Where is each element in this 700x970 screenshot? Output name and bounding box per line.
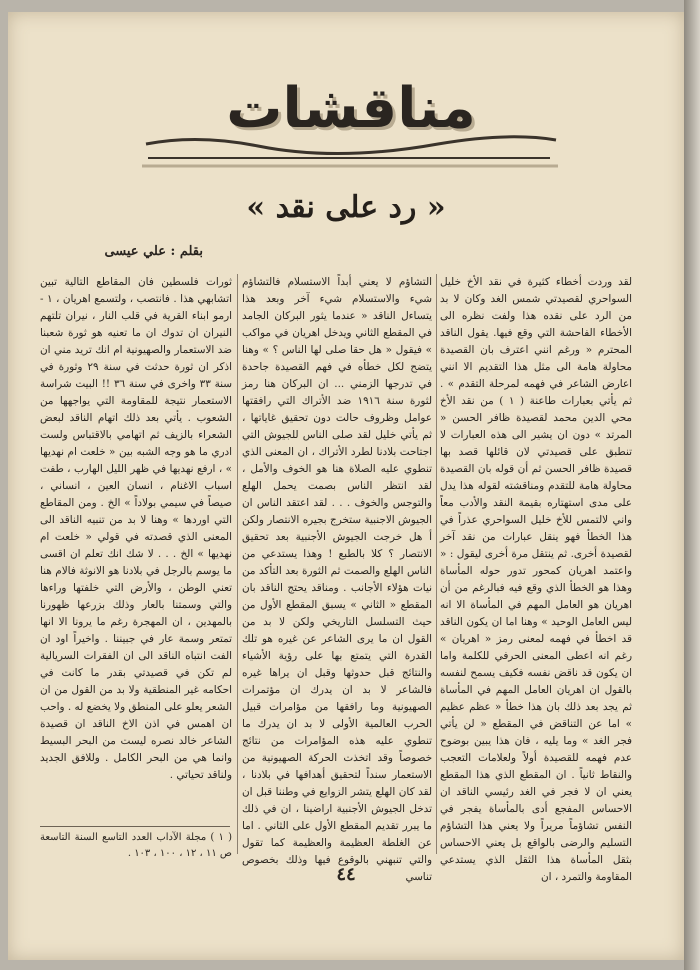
column-text: التشاؤم لا يعني أبداً الاستسلام فالتشاؤم شيء والاستسلام شيء آخر وبعد هذا يتساءل الناقد « عندما يثور البركان الجامد في المقطع الثاني ويدخل اهريان في مواكب » فيقول « هل حقا صلى لها الناس ؟ » وهنا يتضح لكل خطأه في فهم القصيدة جاحدة في تدرجها الزمني ... ان البركان هنا رمز لثورة سنة ١٩١٦ ضد الأتراك التي رافقتها عوامل وظروف حالت دون تحقيق غاياتها ، ثم يأتي خليل لقد صلى الناس للجيوش التي اجتاحت بلادنا لطرد الأتراك ، ان المعنى الذي تنطوي عليه الصلاة هنا هو الخوف والأمل ، لقد انتظر الناس بصمت يحمل الهلع والتوجس والخوف . . . لقد اعتقد الناس ان الجيوش الاجنبية ستخرج بجيره الانتصار ولكن أ هل خرجت الجيوش الأجنبية بعد تحقيق الانتصار ؟ كلا بالطبع ! وهذا يستدعي من الناس الهلع والصمت ثم الثورة بعد التأكد من نيات هؤلاء الأجانب . ومناقد يحتج الناقد بان المقطع « الثاني » يسبق المقطع الأول من حيث التسلسل التاريخي ولكن لا بد من القول ان ما يرى الشاعر عن غيره هو تلك القدرة التي يتمتع بها على رؤية الأشياء والنتائج قبل حدوثها وقبل ان يراها غيره فالشاعر لا بد ان يدرك ان مؤتمرات الصهيونية وما رافقها من مؤامرات قبيل الحرب العالمية الأولى لا بد ان يدرك ما تنطوي عليه هذه المؤامرات من نتائج خصوصاً وقد اتخذت الحركة الصهيونية من الاستعمار سنداً لتحقيق أهدافها في بلادنا ، لقد كان الهلع يتشر الزوايع في وطننا قبل ان تدخل الجيوش الأجنبية اراضينا ، ان في ذلك ما يبرر تقديم المقطع الأول على الثاني . اما عن الغلطة العظيمة والعظيمة كما تقول والتي تنبهني بالوقوع فيها وذلك بخصوص تناسي (242, 276, 432, 883)
magazine-page (8, 12, 684, 960)
column-divider (436, 274, 437, 854)
footnote-rule (40, 826, 230, 827)
column-divider (237, 274, 238, 854)
column-text: لقد وردت أخطاء كثيرة في نقد الأخ خليل السواحري لقصيدتي شمس الغد وكان لا بد من الرد على نقده هذا ولفت نظره الى الأخطاء الفاحشة التي وقع فيها. يقول الناقد المحترم « ورغم انني اعترف بان القصيدة محاولة هامة الى مثل هذا التقديم الا انني اعارض الشاعر في فهمه لمرحلة التقدم » . ثم يأتي بعبارات طاعنة ( ١ ) من نقد الأخ محي الدين محمد لقصيدة ظافر الحسن « المرتد » دون ان يشير الى هذه العبارات لا تنطبق على قصيدتي لان قائلها قصد بها قصيدة ظافر الحسن ثم أن قوله بان القصيدة محاولة هامة للتقدم ومناقشته لقوله هذا يدل على مدى استهتاره بقيمة النقد والأدب معاً واني لالتمس للأخ خليل السواحري عذراً في هذا الخطأ فهو ينقل عبارات من نقد آخر لقصيدة أخرى. ثم ينتقل مرة أخرى ليقول : « واعتمد اهريان كمحور تدور حوله المأساة وهذا هو الخطأ الذي وقع فيه فبالرغم من أن اهريان هو العامل المهم في المأساة الا انه ليس العامل الوحيد » وهنا اما ان يكون الناقد قد اخطأ في فهمه لمعنى رمز « اهريان » رغم انه اعطى المعنى الحرفي للكلمة واما ان يكون قد ناقض نفسه فكيف يسمح لنفسه بالقول ان اهريان العامل المهم في المأساة ثم يجد بعد ذلك بان هذا خطأ « عظم عظيم » اما عن التناقض في المقطع « لن يأتي فجر الغد » وما يليه ، فان هذا يبين بوضوح عدم فهمه للقصيدة أولاً ولعلامات التعجب والنقاط ثانياً . ان المقطع الذي هذا المقطع يعني ان لا فجر في الغد رئيسي الناقد ان الاحساس المفجع أدى بالمأساة يفجر في النفس تشاؤماً مريراً ولا يعني هذا التشاؤم التسليم والرضى بالواقع بل يعني الاحساس بثقل المأساة هذا الثقل الذي يستدعي المقاومة والتمرد ، ان (440, 276, 632, 883)
text-column-middle (242, 274, 432, 886)
page-number: ٤٤ (336, 864, 356, 885)
column-text: ثورات فلسطين فان المقاطع التالية تبين اتشابهي هذا . فانتصب ، ولتسمع اهريان ، ١ - ارمو ابناء القرية في قلب النار ، نيران تلتهم النيران ان تدوك ان ما تعنيه هو ثورة شعبنا ضد الاستعمار والصهيونية ام انك تريد مني ان اذكر ان ثورة حدثت في سنة ٢٩ وثورة في سنة ٣٣ واخرى في سنة ٣٦ !! البيت شراسة الاستعمار نتيجة للمقاومة التي يواجهها من الشعوب . يأتي بعد ذلك اتهام الناقد لبعض الشعراء بالزيف ثم اتهامي بالاقتباس ولست ادري ما هو وجه الشبه بين « خلعت ام نهديها » ، ارفع نهديها في ظهر الليل الهارب ، طفت اسباب الاغنام ، انسان العين ، انساني ، صيصاً في سيمي بولاداً » الخ . ومن المقاطع التي اوردها » وهنا لا بد من تنبيه الناقد الى المعنى الذي قصدته في قولي « خلعت ام نهديها » الخ . . . لا شك انك تعلم ان اقسى ما يوسم بالرجل في بلادنا هو الانوثة فالام هنا تعني الوطن ، والأرض التي خلفتها وراءها والتي وسمتنا بالعار وذلك بزرعها ظهورنا بالمهدين ، ان المهجرة رغم ما يرونا الا انها تمتعر وسمة عار في جبيننا . واخيراً اود ان الفت انتباه الناقد الى ان الفقرات السريالية لم تكن في قصيدتي بقدر ما كانت في احكامه غير المنطقية ولا بد من القول من ان الشعر يعلو على المنطق ولا يخضع له . واحب ان اهمس في اذن الاخ الناقد ان قصيدة الشاعر خالد نصره ليست من البحر البسيط وانما هي من البحر الكامل . وللافق الجديد ولناقد تحياتي . (40, 276, 233, 781)
masthead (138, 74, 564, 176)
article-title: « رد على نقد » (246, 190, 446, 225)
section-title: مناقشات (226, 76, 476, 141)
text-column-left (40, 274, 232, 784)
page-edge (684, 0, 700, 970)
article-byline: بقلم : علي عيسى (104, 244, 203, 259)
footnote: ( ١ ) مجلة الآداب العدد التاسع السنة التاسعة ص ١١ ، ١٢ ، ١٠٠ ، ١٠٣ . (40, 832, 232, 859)
text-column-right (440, 274, 632, 886)
